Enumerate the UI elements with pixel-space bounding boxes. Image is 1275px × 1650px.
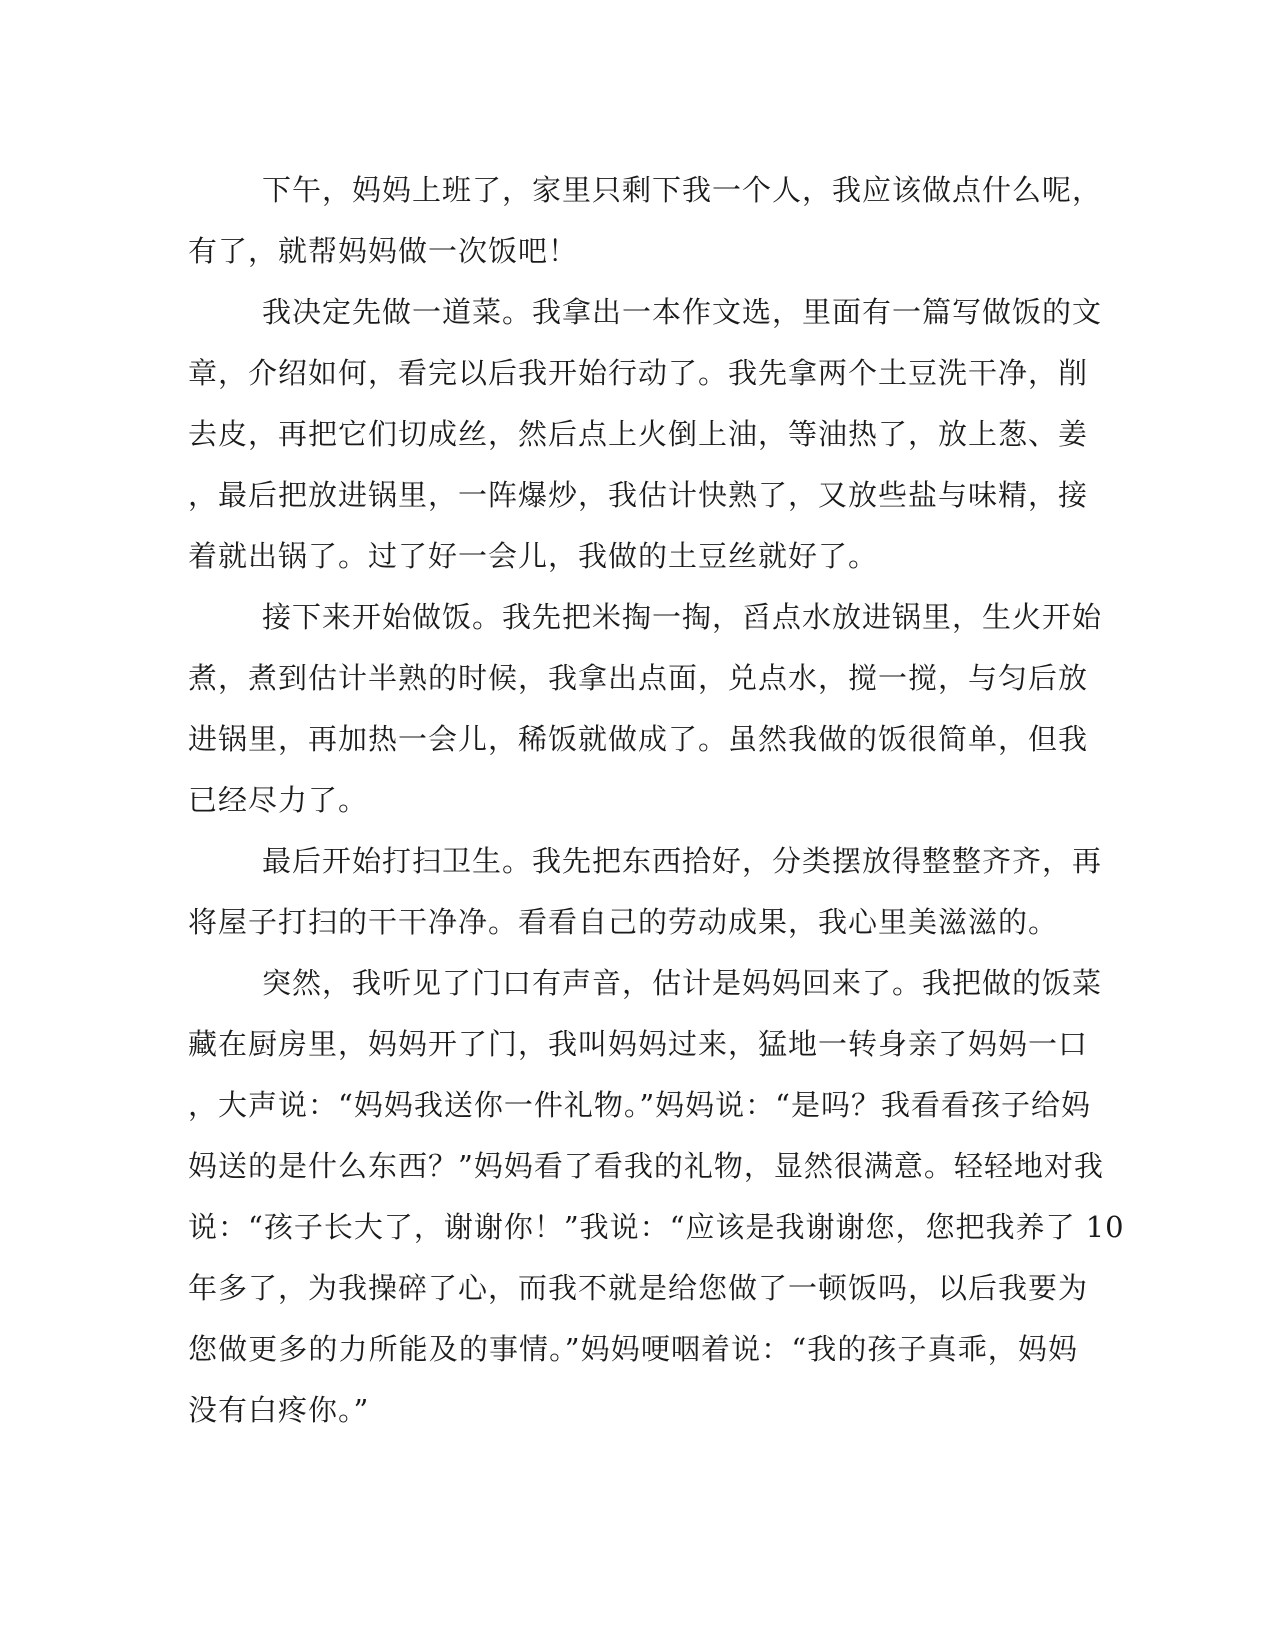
text-line: 有了，就帮妈妈做一次饭吧！ bbox=[188, 234, 579, 268]
text-line: 着就出锅了。过了好一会儿，我做的土豆丝就好了。 bbox=[188, 539, 879, 573]
text-line: 将屋子打扫的干干净净。看看自己的劳动成果，我心里美滋滋的。 bbox=[188, 905, 1059, 939]
text-line: ，最后把放进锅里，一阵爆炒，我估计快熟了，又放些盐与味精，接 bbox=[188, 478, 1089, 512]
text-line: 章，介绍如何，看完以后我开始行动了。我先拿两个土豆洗干净，削 bbox=[188, 356, 1089, 390]
text-line: 去皮，再把它们切成丝，然后点上火倒上油，等油热了，放上葱、姜 bbox=[188, 417, 1089, 451]
text-line: 没有白疼你。” bbox=[188, 1393, 370, 1427]
paragraph-3 bbox=[188, 587, 1103, 831]
text-line: 说：“孩子长大了，谢谢你！”我说：“应该是我谢谢您，您把我养了 10 bbox=[188, 1210, 1125, 1244]
text-line: 年多了，为我操碎了心，而我不就是给您做了一顿饭吗，以后我要为 bbox=[188, 1271, 1089, 1305]
paragraph-2 bbox=[188, 282, 1103, 587]
text-line: 妈送的是什么东西？”妈妈看了看我的礼物，显然很满意。轻轻地对我 bbox=[188, 1149, 1104, 1183]
text-line: 接下来开始做饭。我先把米掏一掏，舀点水放进锅里，生火开始 bbox=[262, 600, 1103, 634]
paragraph-4 bbox=[188, 831, 1103, 953]
essay-body bbox=[188, 160, 1125, 1441]
text-line: 下午，妈妈上班了，家里只剩下我一个人，我应该做点什么呢， bbox=[262, 173, 1103, 207]
text-line: ，大声说：“妈妈我送你一件礼物。”妈妈说：“是吗？我看看孩子给妈 bbox=[188, 1088, 1091, 1122]
text-line: 煮，煮到估计半熟的时候，我拿出点面，兑点水，搅一搅，与匀后放 bbox=[188, 661, 1089, 695]
paragraph-5 bbox=[188, 953, 1125, 1441]
text-line: 我决定先做一道菜。我拿出一本作文选，里面有一篇写做饭的文 bbox=[262, 295, 1103, 329]
text-line: 最后开始打扫卫生。我先把东西拾好，分类摆放得整整齐齐，再 bbox=[262, 844, 1103, 878]
text-line: 进锅里，再加热一会儿，稀饭就做成了。虽然我做的饭很简单，但我 bbox=[188, 722, 1089, 756]
paragraph-1 bbox=[188, 160, 1103, 282]
text-line: 藏在厨房里，妈妈开了门，我叫妈妈过来，猛地一转身亲了妈妈一口 bbox=[188, 1027, 1089, 1061]
text-line: 您做更多的力所能及的事情。”妈妈哽咽着说：“我的孩子真乖，妈妈 bbox=[188, 1332, 1078, 1366]
text-line: 已经尽力了。 bbox=[188, 783, 369, 817]
text-line: 突然，我听见了门口有声音，估计是妈妈回来了。我把做的饭菜 bbox=[262, 966, 1103, 1000]
